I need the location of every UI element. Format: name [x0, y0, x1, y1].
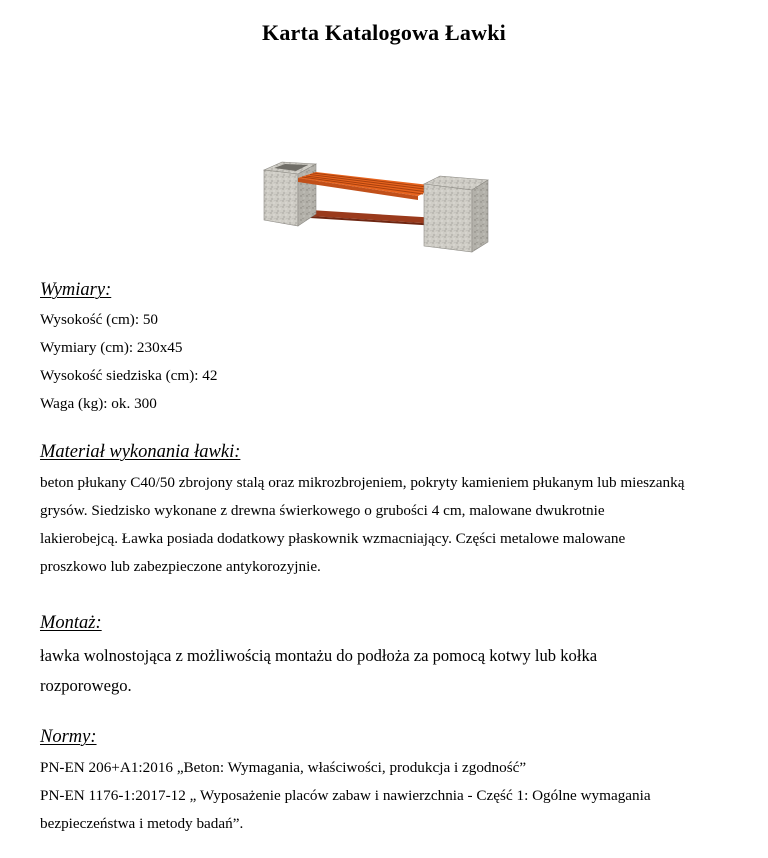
right-concrete-block	[424, 176, 488, 252]
section-heading-standards: Normy:	[40, 727, 97, 747]
standards-line: PN-EN 1176-1:2017-12 „ Wyposażenie placów zabaw i nawierzchnia - Część 1: Ogólne wymagania	[40, 787, 651, 804]
dimensions-line: Wysokość (cm): 50	[40, 311, 159, 328]
mounting-line: ławka wolnostojąca z możliwością montażu do podłoża za pomocą kotwy lub kołka	[40, 646, 598, 665]
material-line: lakierobejcą. Ławka posiada dodatkowy płaskownik wzmacniający. Części metalowe malowane	[40, 530, 626, 547]
left-concrete-planter	[264, 162, 316, 226]
dimensions-line: Wysokość siedziska (cm): 42	[40, 367, 218, 384]
section-heading-dimensions: Wymiary:	[40, 280, 112, 300]
dimensions-line: Waga (kg): ok. 300	[40, 395, 157, 412]
mounting-line: rozporowego.	[40, 676, 132, 695]
wooden-seat	[298, 172, 438, 200]
standards-line: bezpieczeństwa i metody badań”.	[40, 815, 244, 832]
bench-illustration	[258, 152, 494, 258]
material-line: grysów. Siedzisko wykonane z drewna świerkowego o grubości 4 cm, malowane dwukrotnie	[40, 502, 605, 519]
section-heading-material: Materiał wykonania ławki:	[40, 442, 241, 462]
material-line: proszkowo lub zabezpieczone antykorozyjnie.	[40, 558, 321, 575]
page-title: Karta Katalogowa Ławki	[262, 20, 506, 45]
material-line: beton płukany C40/50 zbrojony stalą oraz mikrozbrojeniem, pokryty kamieniem płukanym lub mieszanką	[40, 474, 685, 491]
section-heading-mounting: Montaż:	[40, 613, 102, 633]
standards-line: PN-EN 206+A1:2016 „Beton: Wymagania, właściwości, produkcja i zgodność”	[40, 759, 527, 776]
dimensions-line: Wymiary (cm): 230x45	[40, 339, 183, 356]
metal-brace	[310, 210, 438, 226]
